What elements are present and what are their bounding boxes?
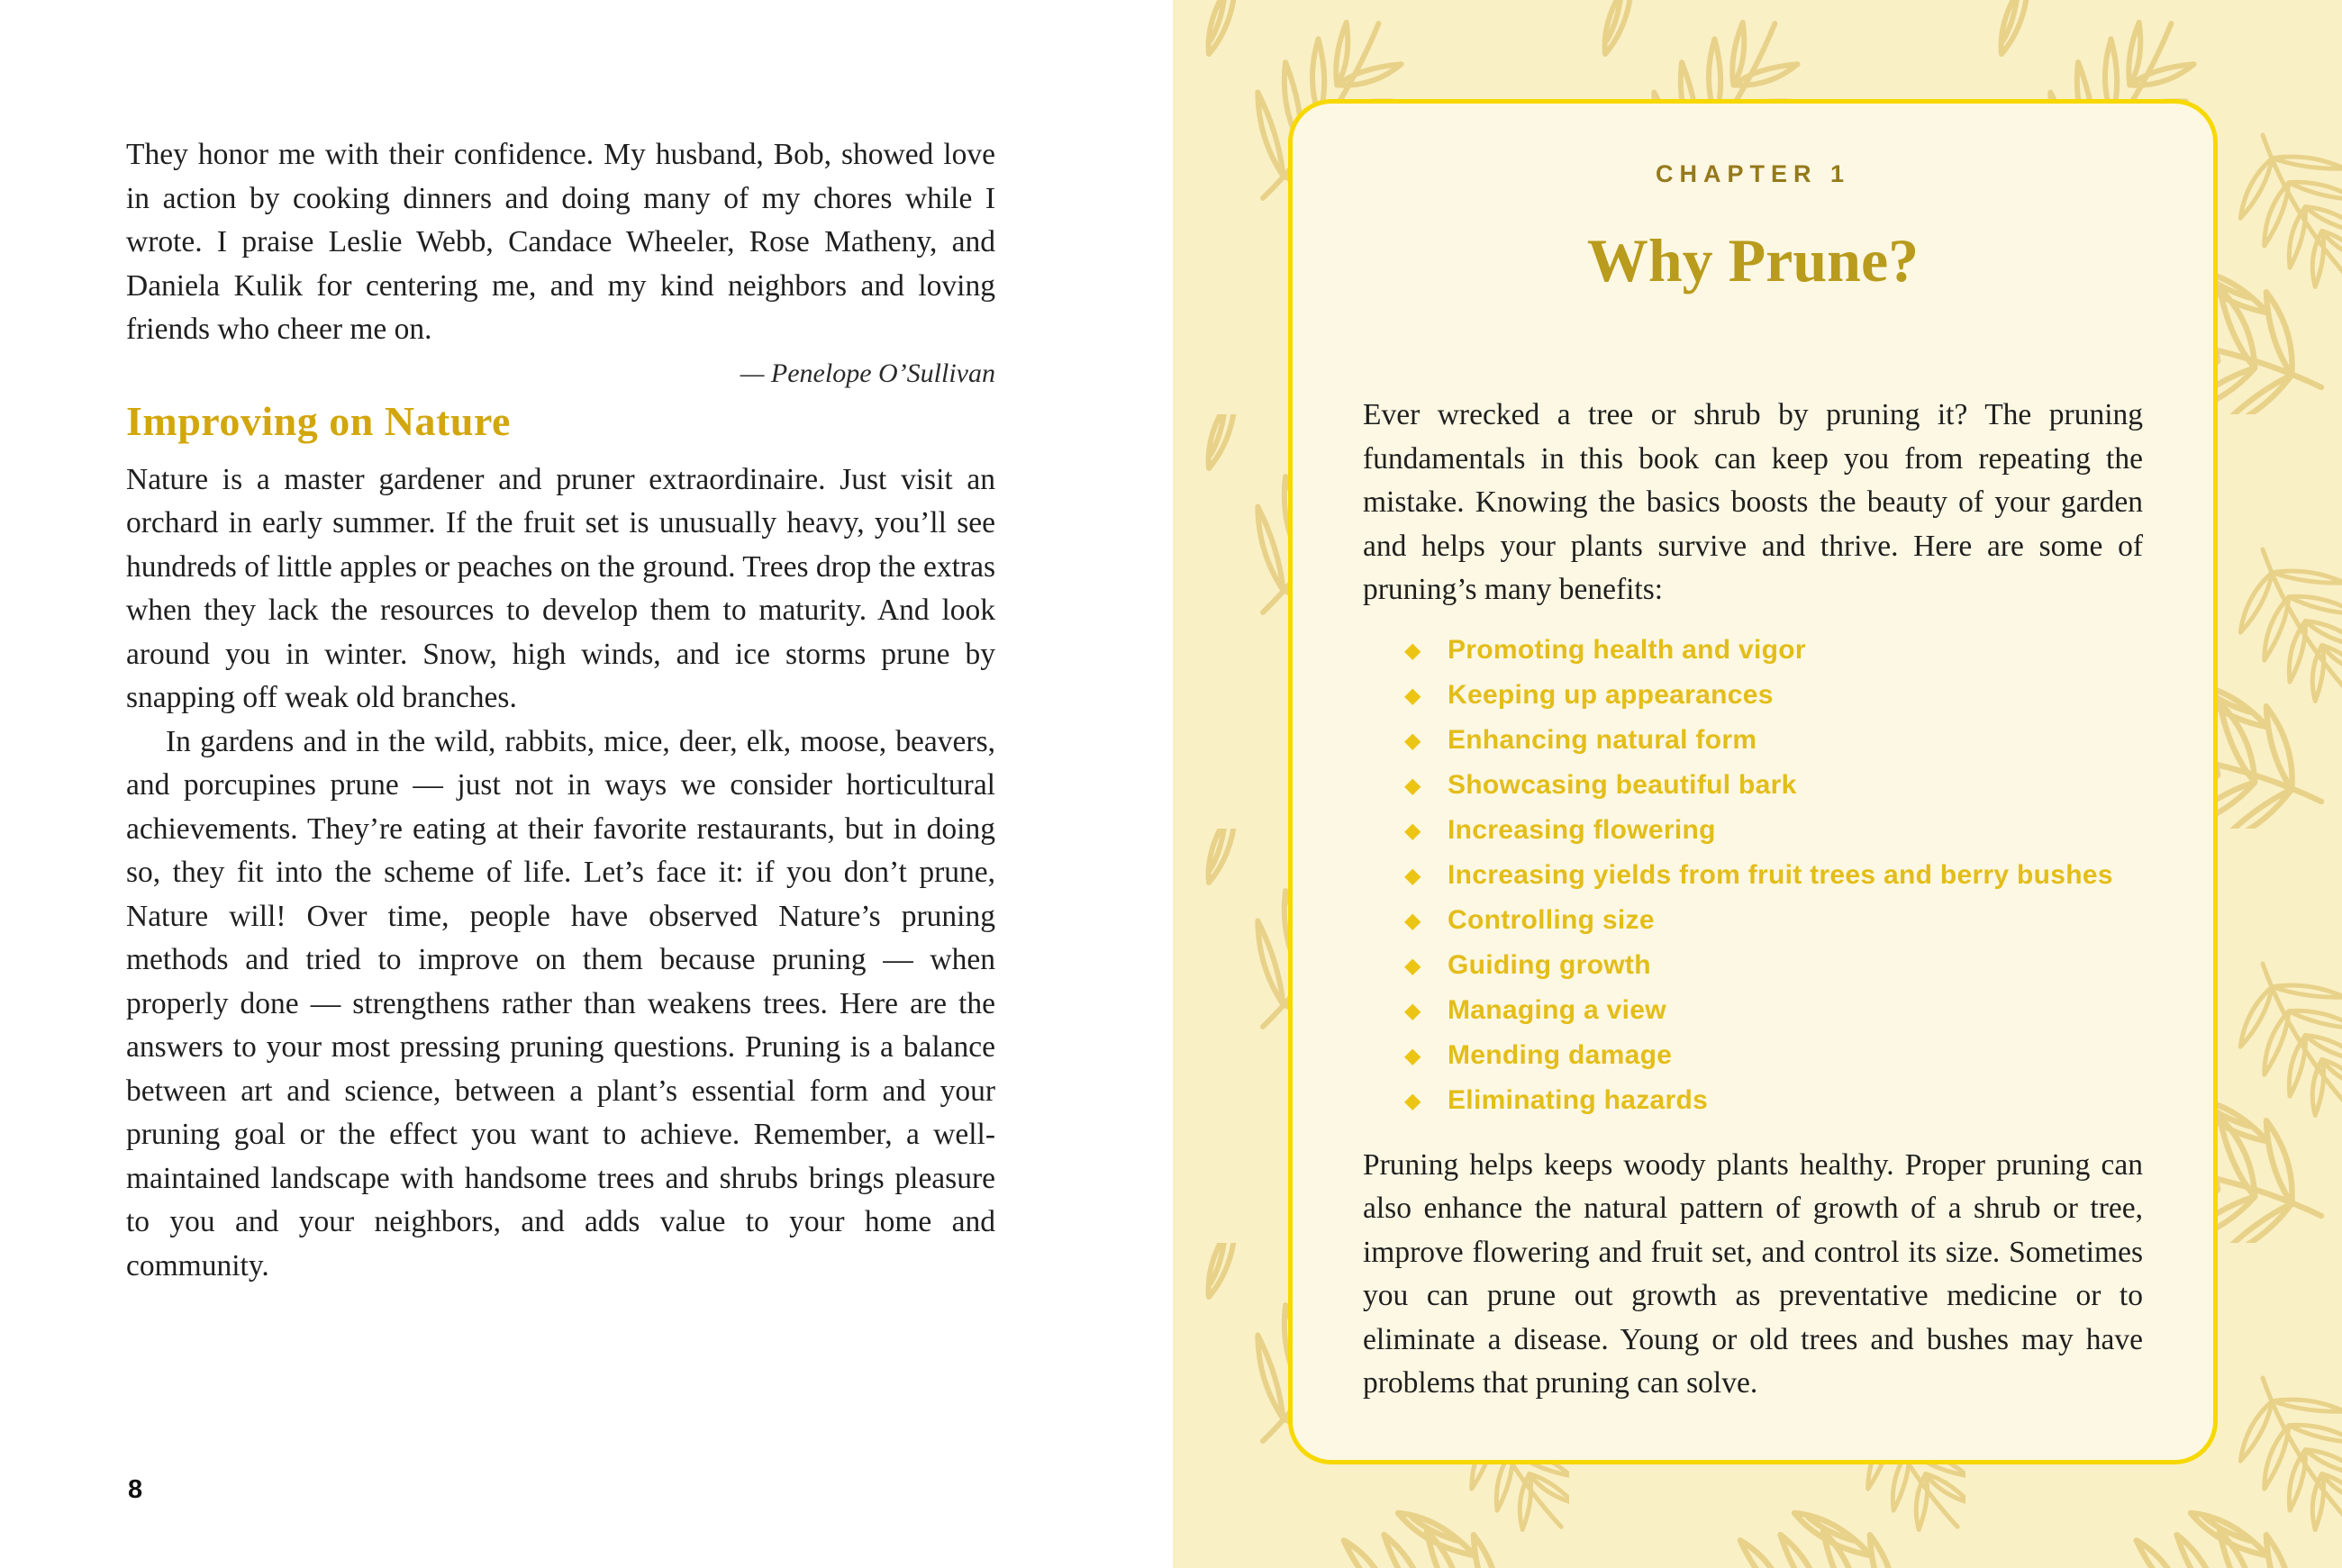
benefit-label: Controlling size — [1448, 904, 1655, 935]
body-paragraph-1: Nature is a master gardener and pruner extraordinaire. Just visit an orchard in early summer. If the fruit set is unusually heavy, you’ll see hundreds of little apples or peaches on the ground. Trees drop the extras when they lack the resources to develop them to maturity. And look around you in winter. Snow, high winds, and ice storms prune by snapping off weak old branches. — [126, 462, 995, 714]
benefit-label: Increasing flowering — [1448, 814, 1716, 845]
benefit-item — [1363, 988, 2143, 1033]
body-paragraph-2: In gardens and in the wild, rabbits, mice, deer, elk, moose, beavers, and porcupines prune — just not in ways we consider horticultural achievements. They’re eating at their favorite restaurants, but in doing so, they fit into the scheme of life. Let’s face it: if you don’t prune, Nature will! Over time, people have observed Nature’s pruning methods and tried to improve on them because pruning — when properly done — strengthens rather than weakens trees. Here are the answers to your most pressing pruning questions. Pruning is a balance between art and science, between a plant’s essential form and your pruning goal or the effect you want to achieve. Remember, a well-maintained landscape with handsome trees and shrubs brings pleasure to you and your neighbors, and adds value to your home and community. — [126, 724, 995, 1282]
diamond-bullet-icon: ◆ — [1404, 1087, 1421, 1113]
benefit-label: Mending damage — [1448, 1039, 1673, 1070]
benefits-list — [1363, 628, 2143, 1123]
acknowledgment-paragraph: They honor me with their confidence. My husband, Bob, showed love in action by cooking dinners and doing many of my chores while I wrote. I praise Leslie Webb, Candace Wheeler, Rose Matheny, and Daniela Kulik for centering me, and my kind neighbors and loving friends who cheer me on. — [126, 138, 995, 346]
diamond-bullet-icon: ◆ — [1404, 907, 1421, 933]
attribution-line: — Penelope O’Sullivan — [740, 358, 995, 388]
benefit-label: Promoting health and vigor — [1448, 634, 1806, 665]
benefit-label: Managing a view — [1448, 994, 1666, 1025]
benefit-label: Eliminating hazards — [1448, 1084, 1709, 1115]
diamond-bullet-icon: ◆ — [1404, 682, 1421, 708]
intro-paragraph: Ever wrecked a tree or shrub by pruning it? The pruning fundamentals in this book can keep you from repeating the mistake. Knowing the basics boosts the beauty of your garden and helps your plants survive and thrive. Here are some of pruning’s many benefits: — [1363, 398, 2143, 606]
benefit-item — [1363, 718, 2143, 763]
benefit-item — [1363, 853, 2143, 898]
chapter-box — [1288, 99, 2218, 1464]
chapter-title: Why Prune? — [1586, 226, 1920, 295]
diamond-bullet-icon: ◆ — [1404, 772, 1421, 798]
benefit-item — [1363, 898, 2143, 943]
diamond-bullet-icon: ◆ — [1404, 1042, 1421, 1068]
right-page — [1173, 0, 2342, 1568]
benefit-item — [1363, 673, 2143, 718]
benefit-label: Keeping up appearances — [1448, 679, 1774, 710]
diamond-bullet-icon: ◆ — [1404, 817, 1421, 843]
benefit-item — [1363, 943, 2143, 988]
section-heading: Improving on Nature — [126, 397, 511, 444]
diamond-bullet-icon: ◆ — [1404, 862, 1421, 888]
benefit-item — [1363, 763, 2143, 808]
closing-paragraph: Pruning helps keeps woody plants healthy. Proper pruning can also enhance the natural pattern of growth of a shrub or tree, improve flowering and fruit set, and control its size. Sometimes you can prune out growth as preventative medicine or to eliminate a disease. Young or old trees and bushes may have problems that pruning can solve. — [1363, 1147, 2143, 1400]
benefit-item — [1363, 628, 2143, 673]
benefit-item — [1363, 1078, 2143, 1123]
left-text-column — [126, 133, 995, 1288]
chapter-label: CHAPTER 1 — [1655, 160, 1851, 187]
diamond-bullet-icon: ◆ — [1404, 727, 1421, 753]
benefit-label: Increasing yields from fruit trees and berry bushes — [1448, 859, 2113, 890]
benefit-label: Enhancing natural form — [1448, 724, 1757, 755]
diamond-bullet-icon: ◆ — [1404, 952, 1421, 978]
benefit-item — [1363, 1033, 2143, 1078]
benefit-label: Guiding growth — [1448, 949, 1651, 980]
benefit-label: Showcasing beautiful bark — [1448, 769, 1797, 800]
diamond-bullet-icon: ◆ — [1404, 997, 1421, 1023]
page-number: 8 — [128, 1475, 143, 1504]
benefit-item — [1363, 808, 2143, 853]
diamond-bullet-icon: ◆ — [1404, 637, 1421, 663]
